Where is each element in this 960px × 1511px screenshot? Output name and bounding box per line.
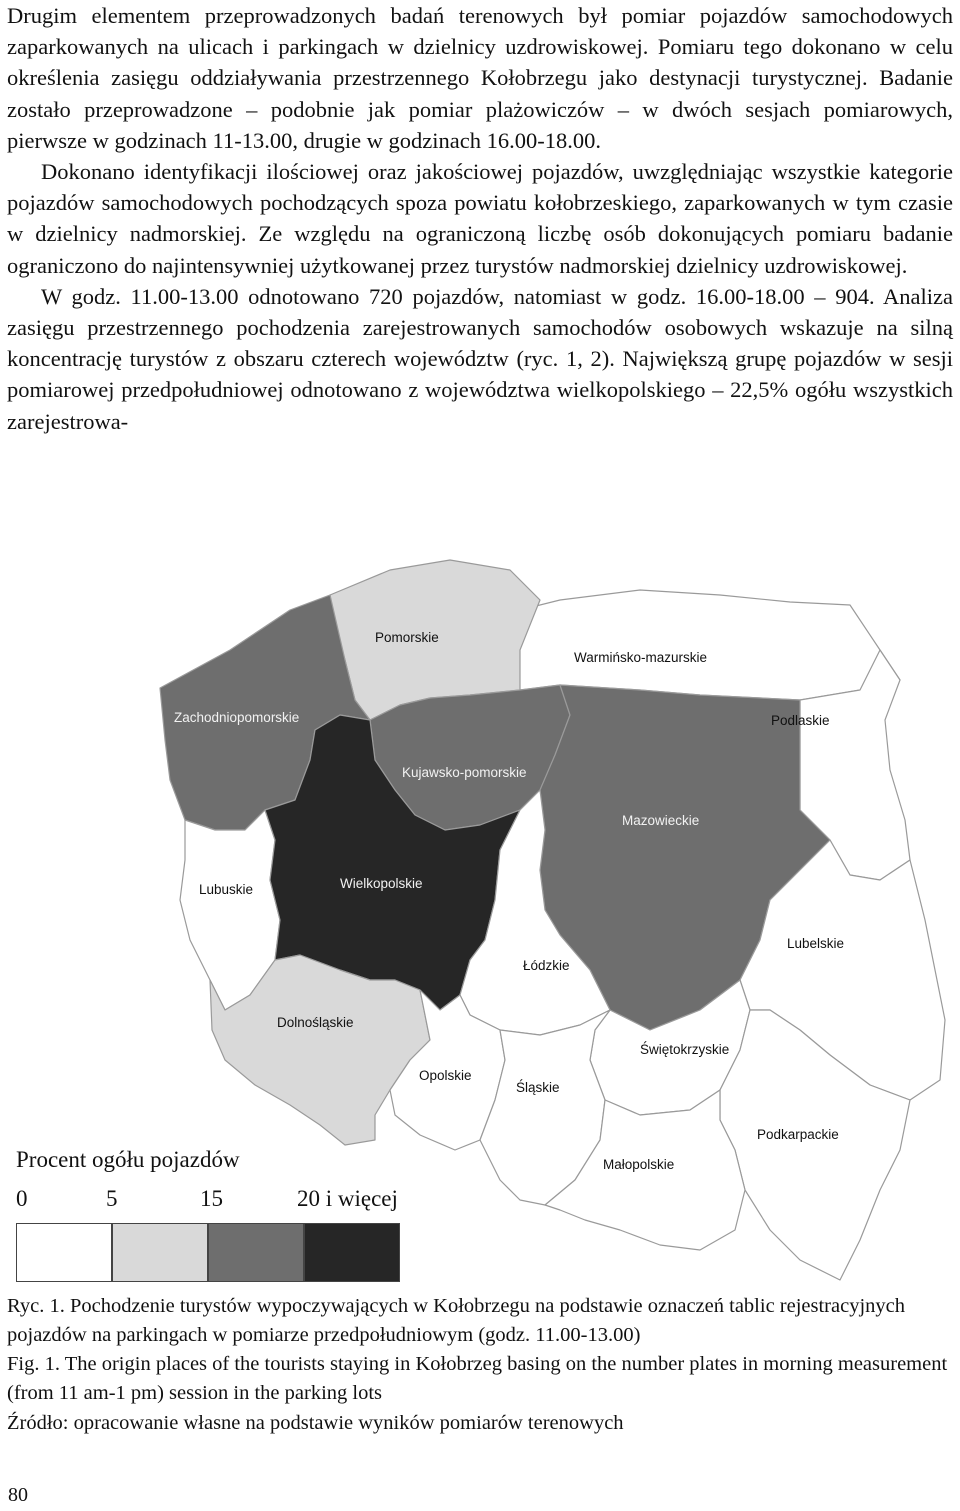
legend-tick-0: 0 [16,1186,28,1211]
paragraph-1: Drugim elementem przeprowadzonych badań terenowych był pomiar pojazdów samochodowych zaparkowanych na ulicach i parkingach w dzielnicy uzdrowiskowej. Pomiaru tego dokonano w celu określenia zasięgu oddziaływania przestrzennego Kołobrzegu jako destynacji turystycznej. Badanie zostało przeprowadzone – podobnie jak pomiar plażowiczów – w dwóch sesjach pomiarowych, pierwsze w godzinach 11-13.00, drugie w godzinach 16.00-18.00. [7,3,953,153]
map-svg [0,540,960,1295]
label-wielkopolskie: Wielkopolskie [340,876,423,891]
label-pomorskie: Pomorskie [375,630,439,645]
page-number: 80 [8,1484,28,1506]
legend-tick-20: 20 i więcej [297,1186,398,1211]
body-text [7,0,953,437]
label-opolskie: Opolskie [419,1068,472,1083]
label-dolnoslaskie: Dolnośląskie [277,1015,354,1030]
legend-tick-5: 5 [106,1186,118,1211]
voivodeship-map [0,540,960,1295]
paragraph-2: Dokonano identyfikacji ilościowej oraz jakościowej pojazdów, uwzględniając wszystkie kategorie pojazdów samochodowych pochodzących spoza powiatu kołobrzeskiego, zaparkowanych w tym czasie w dzielnicy nadmorskiej. Ze względu na ograniczoną liczbę osób dokonujących pomiaru badanie ograniczono do najintensywniej użytkowanej przez turystów nadmorskiej dzielnicy uzdrowiskowej. [7,159,953,278]
source-text: opracowanie własne na podstawie wyników pomiarów terenowych [73,1412,624,1434]
label-swietokrzyskie: Świętokrzyskie [640,1042,730,1057]
region-warminsko-mazurskie [500,590,900,700]
source-prefix: Źródło: [7,1412,74,1434]
legend-title: Procent ogółu pojazdów [16,1147,240,1172]
label-slaskie: Śląskie [516,1080,560,1095]
legend-swatch-2 [208,1223,304,1282]
label-warminsko-mazurskie: Warmińsko-mazurskie [574,650,708,665]
label-malopolskie: Małopolskie [603,1157,675,1172]
legend-swatch-3 [304,1223,400,1282]
legend-tick-15: 15 [200,1186,223,1211]
label-lubelskie: Lubelskie [787,936,845,951]
label-podlaskie: Podlaskie [771,713,830,728]
figure-source [7,1412,624,1435]
label-mazowieckie: Mazowieckie [622,813,700,828]
label-podkarpackie: Podkarpackie [757,1127,839,1142]
figure-caption-pl: Ryc. 1. Pochodzenie turystów wypoczywających w Kołobrzegu na podstawie oznaczeń tablic rejestracyjnych pojazdów na parkingach w pomiarze przedpołudniowym (godz. 11.00-13.00) [7,1295,906,1346]
paragraph-3: W godz. 11.00-13.00 odnotowano 720 pojazdów, natomiast w godz. 16.00-18.00 – 904. Analiza zasięgu przestrzennego pochodzenia zarejestrowanych samochodów osobowych wskazuje na silną koncentrację turystów z obszaru czterech województw (ryc. 1, 2). Największą grupę pojazdów w sesji pomiarowej przedpołudniowej odnotowano z województwa wielkopolskiego – 22,5% ogółu wszystkich zarejestrowa- [7,283,953,434]
label-lubuskie: Lubuskie [199,882,254,897]
label-zachodniopomorskie: Zachodniopomorskie [174,710,300,725]
legend-swatch-1 [112,1223,208,1282]
label-lodzkie: Łódzkie [523,958,570,973]
figure-caption-en: Fig. 1. The origin places of the tourists staying in Kołobrzeg basing on the number plates in morning measurement (from 11 am-1 pm) session in the parking lots [7,1353,948,1404]
legend-swatch-0 [16,1223,112,1282]
label-kujawsko-pomorskie: Kujawsko-pomorskie [402,765,527,780]
